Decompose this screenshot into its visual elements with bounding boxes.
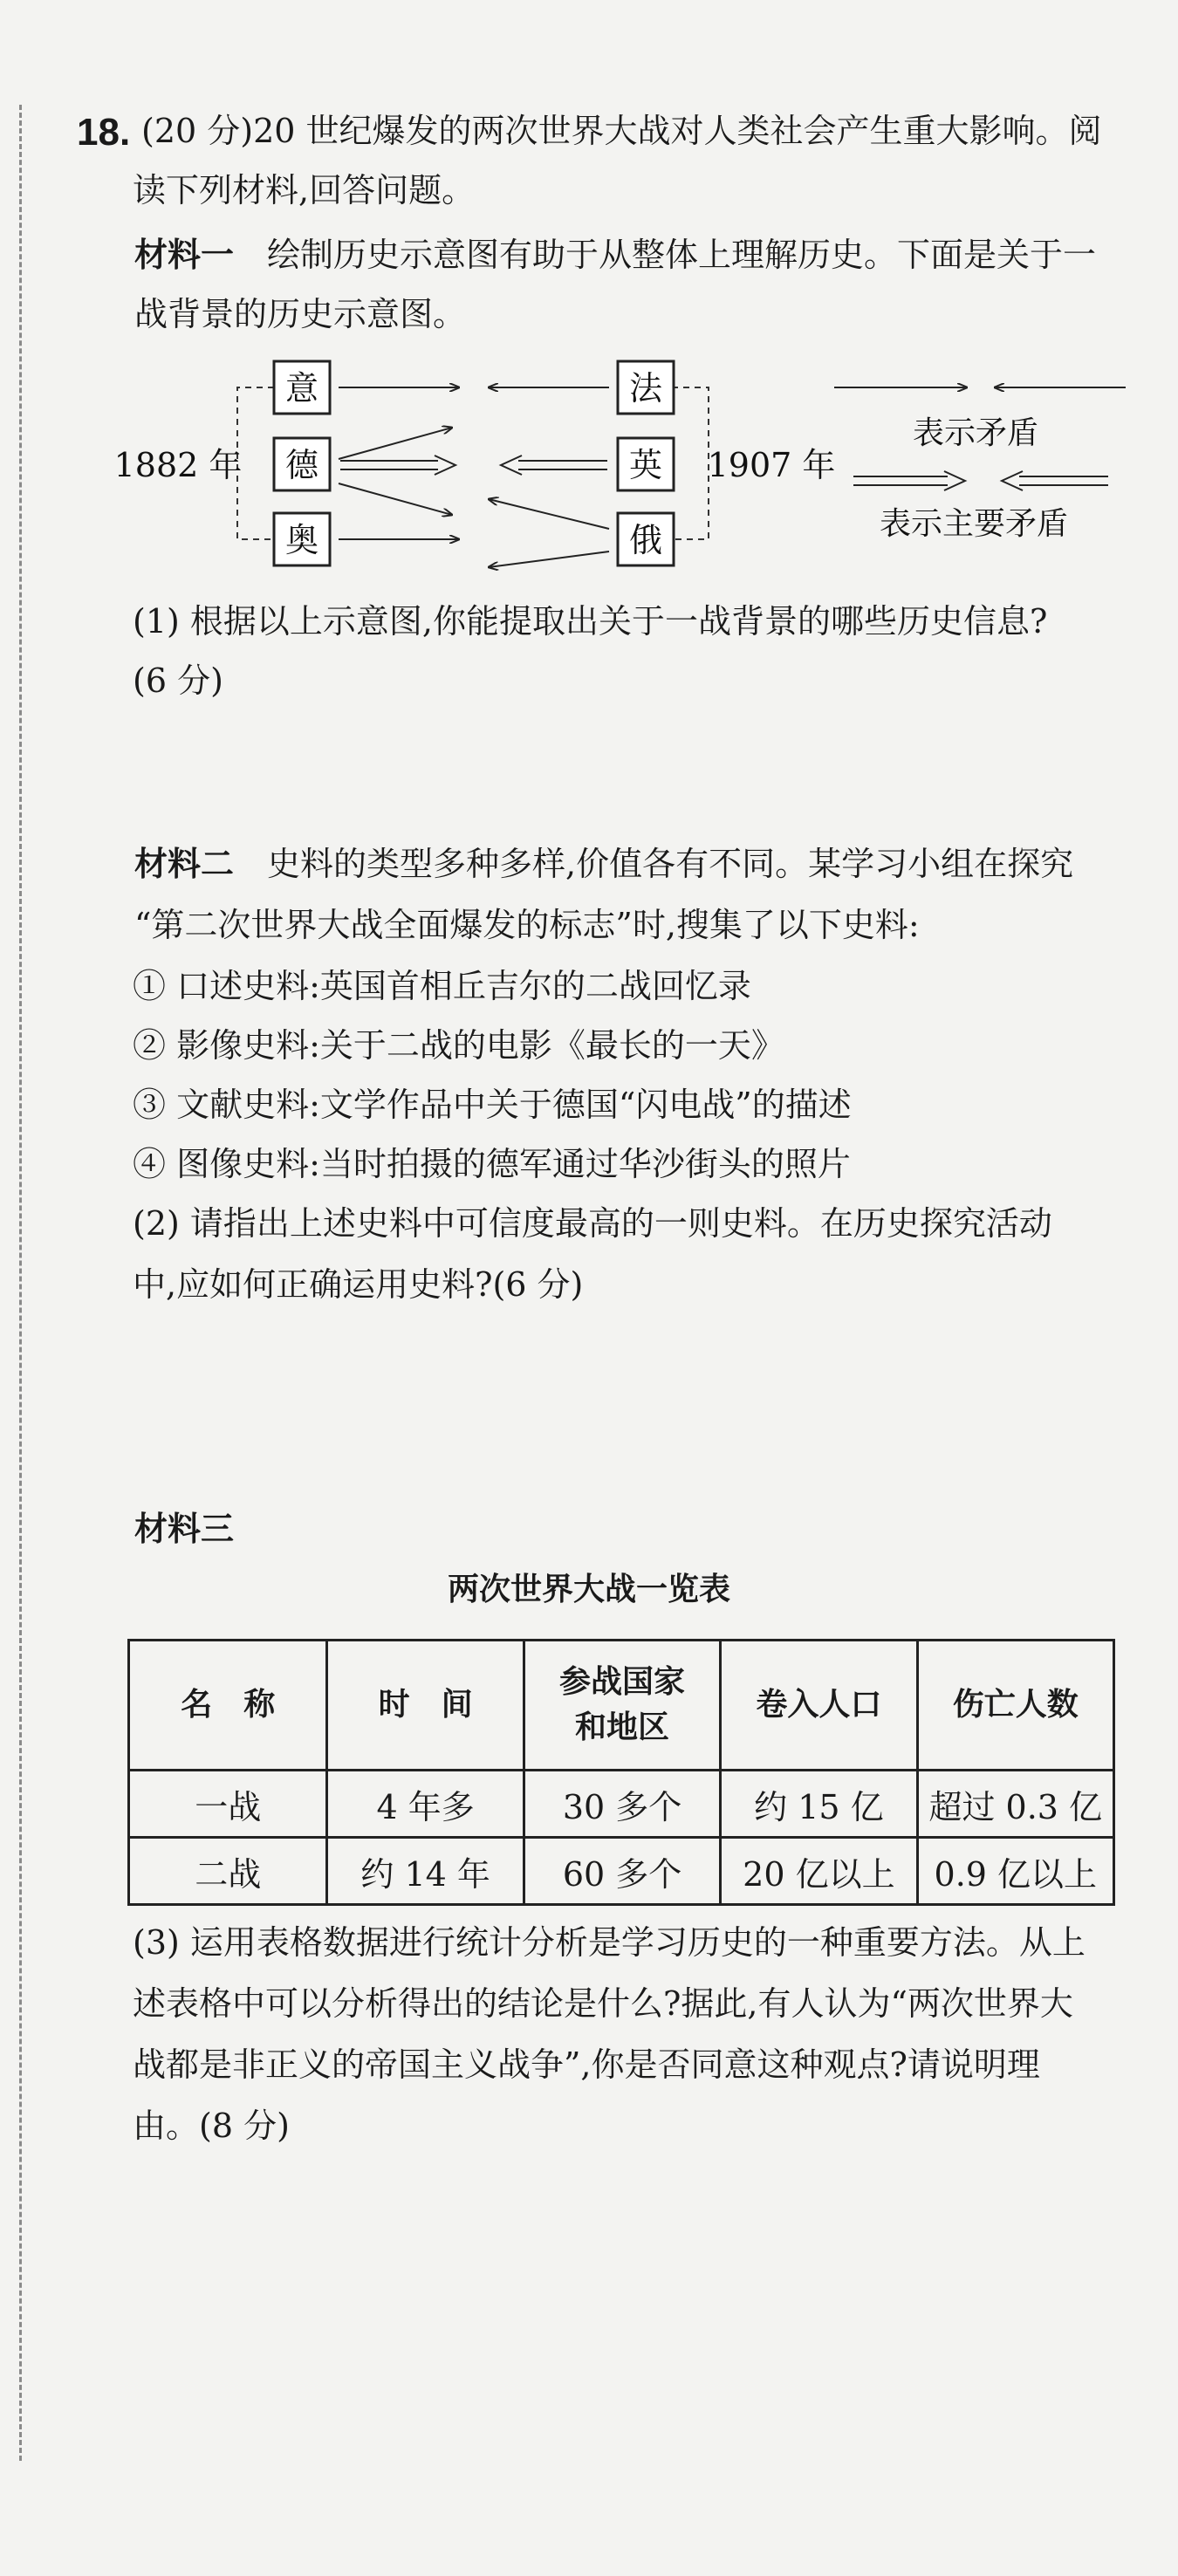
material2-text-line2: “第二次世界大战全面爆发的标志”时,搜集了以下史料: — [134, 906, 920, 944]
main-arrow-britain — [501, 456, 607, 475]
question-intro-line2: 读下列材料,回答问题。 — [133, 171, 476, 209]
material1-text-line2: 战背景的历史示意图。 — [134, 295, 467, 333]
cell: 超过 0.3 亿 — [917, 1771, 1113, 1838]
arrow-russia-down — [489, 552, 609, 567]
material2-label: 材料二 — [134, 845, 235, 883]
source-item: ③ 文献史料:文学作品中关于德国“闪电战”的描述 — [133, 1086, 852, 1124]
source-item: ② 影像史料:关于二战的电影《最长的一天》 — [133, 1026, 784, 1065]
cell: 二战 — [129, 1838, 327, 1905]
world-wars-table — [127, 1639, 1115, 1906]
year-1907: 1907 年 — [707, 446, 836, 484]
table-header-row — [129, 1641, 1114, 1771]
q3-line2: 述表格中可以分析得出的结论是什么?据此,有人认为“两次世界大 — [133, 1984, 1073, 2023]
ww1-background-diagram — [0, 0, 1178, 611]
table-row — [129, 1838, 1114, 1905]
arrow-russia-up — [489, 499, 609, 529]
q1-line2: (6 分) — [133, 661, 223, 700]
country-russia: 俄 — [628, 521, 663, 559]
year-1882: 1882 年 — [113, 446, 243, 484]
source-item: ① 口述史料:英国首相丘吉尔的二战回忆录 — [133, 967, 751, 1005]
legend-double-arrow-left — [1002, 471, 1108, 490]
header-population: 卷入人口 — [721, 1641, 917, 1771]
q2-line1: (2) 请指出上述史料中可信度最高的一则史料。在历史探究活动 — [133, 1204, 1052, 1243]
country-italy: 意 — [284, 369, 319, 408]
q2-line2: 中,应如何正确运用史料?(6 分) — [133, 1265, 584, 1304]
material1-text-line1: 绘制历史示意图有助于从整体上理解历史。下面是关于一 — [267, 236, 1097, 274]
cell: 30 多个 — [524, 1771, 720, 1838]
question-number: 18. — [77, 111, 131, 154]
right-alliance-bracket — [672, 387, 709, 539]
legend-main-contradiction-label: 表示主要矛盾 — [880, 506, 1069, 542]
cell: 4 年多 — [327, 1771, 524, 1838]
country-britain: 英 — [628, 446, 663, 484]
legend-contradiction-label: 表示矛盾 — [913, 415, 1039, 451]
country-germany: 德 — [284, 446, 319, 484]
cell: 20 亿以上 — [721, 1838, 917, 1905]
header-countries-text: 参战国家 和地区 — [559, 1663, 686, 1745]
table-title: 两次世界大战一览表 — [447, 1572, 730, 1607]
left-alliance-bracket — [237, 387, 274, 539]
q1-line1: (1) 根据以上示意图,你能提取出关于一战背景的哪些历史信息? — [133, 602, 1048, 641]
cell: 0.9 亿以上 — [917, 1838, 1113, 1905]
material2-text-line1: 史料的类型多种多样,价值各有不同。某学习小组在探究 — [267, 845, 1074, 883]
header-time: 时 间 — [327, 1641, 524, 1771]
arrow-germany-down — [339, 483, 452, 515]
cell: 一战 — [129, 1771, 327, 1838]
cell: 60 多个 — [524, 1838, 720, 1905]
cell: 约 14 年 — [327, 1838, 524, 1905]
legend-double-arrow-right — [853, 471, 965, 490]
table-row — [129, 1771, 1114, 1838]
country-austria: 奥 — [284, 521, 319, 559]
main-arrow-germany — [340, 456, 455, 475]
material3-label: 材料三 — [134, 1510, 235, 1548]
header-countries — [524, 1641, 720, 1771]
q3-line1: (3) 运用表格数据进行统计分析是学习历史的一种重要方法。从上 — [133, 1923, 1086, 1962]
q3-line3: 战都是非正义的帝国主义战争”,你是否同意这种观点?请说明理 — [133, 2045, 1040, 2084]
question-intro-line1: (20 分)20 世纪爆发的两次世界大战对人类社会产生重大影响。阅 — [141, 112, 1102, 150]
source-item: ④ 图像史料:当时拍摄的德军通过华沙街头的照片 — [133, 1145, 851, 1183]
header-casualties: 伤亡人数 — [917, 1641, 1113, 1771]
country-france: 法 — [628, 369, 663, 408]
material1-label: 材料一 — [134, 236, 235, 274]
q3-line4: 由。(8 分) — [133, 2107, 290, 2145]
cell: 约 15 亿 — [721, 1771, 917, 1838]
arrow-germany-up — [339, 428, 452, 459]
header-name: 名 称 — [129, 1641, 327, 1771]
